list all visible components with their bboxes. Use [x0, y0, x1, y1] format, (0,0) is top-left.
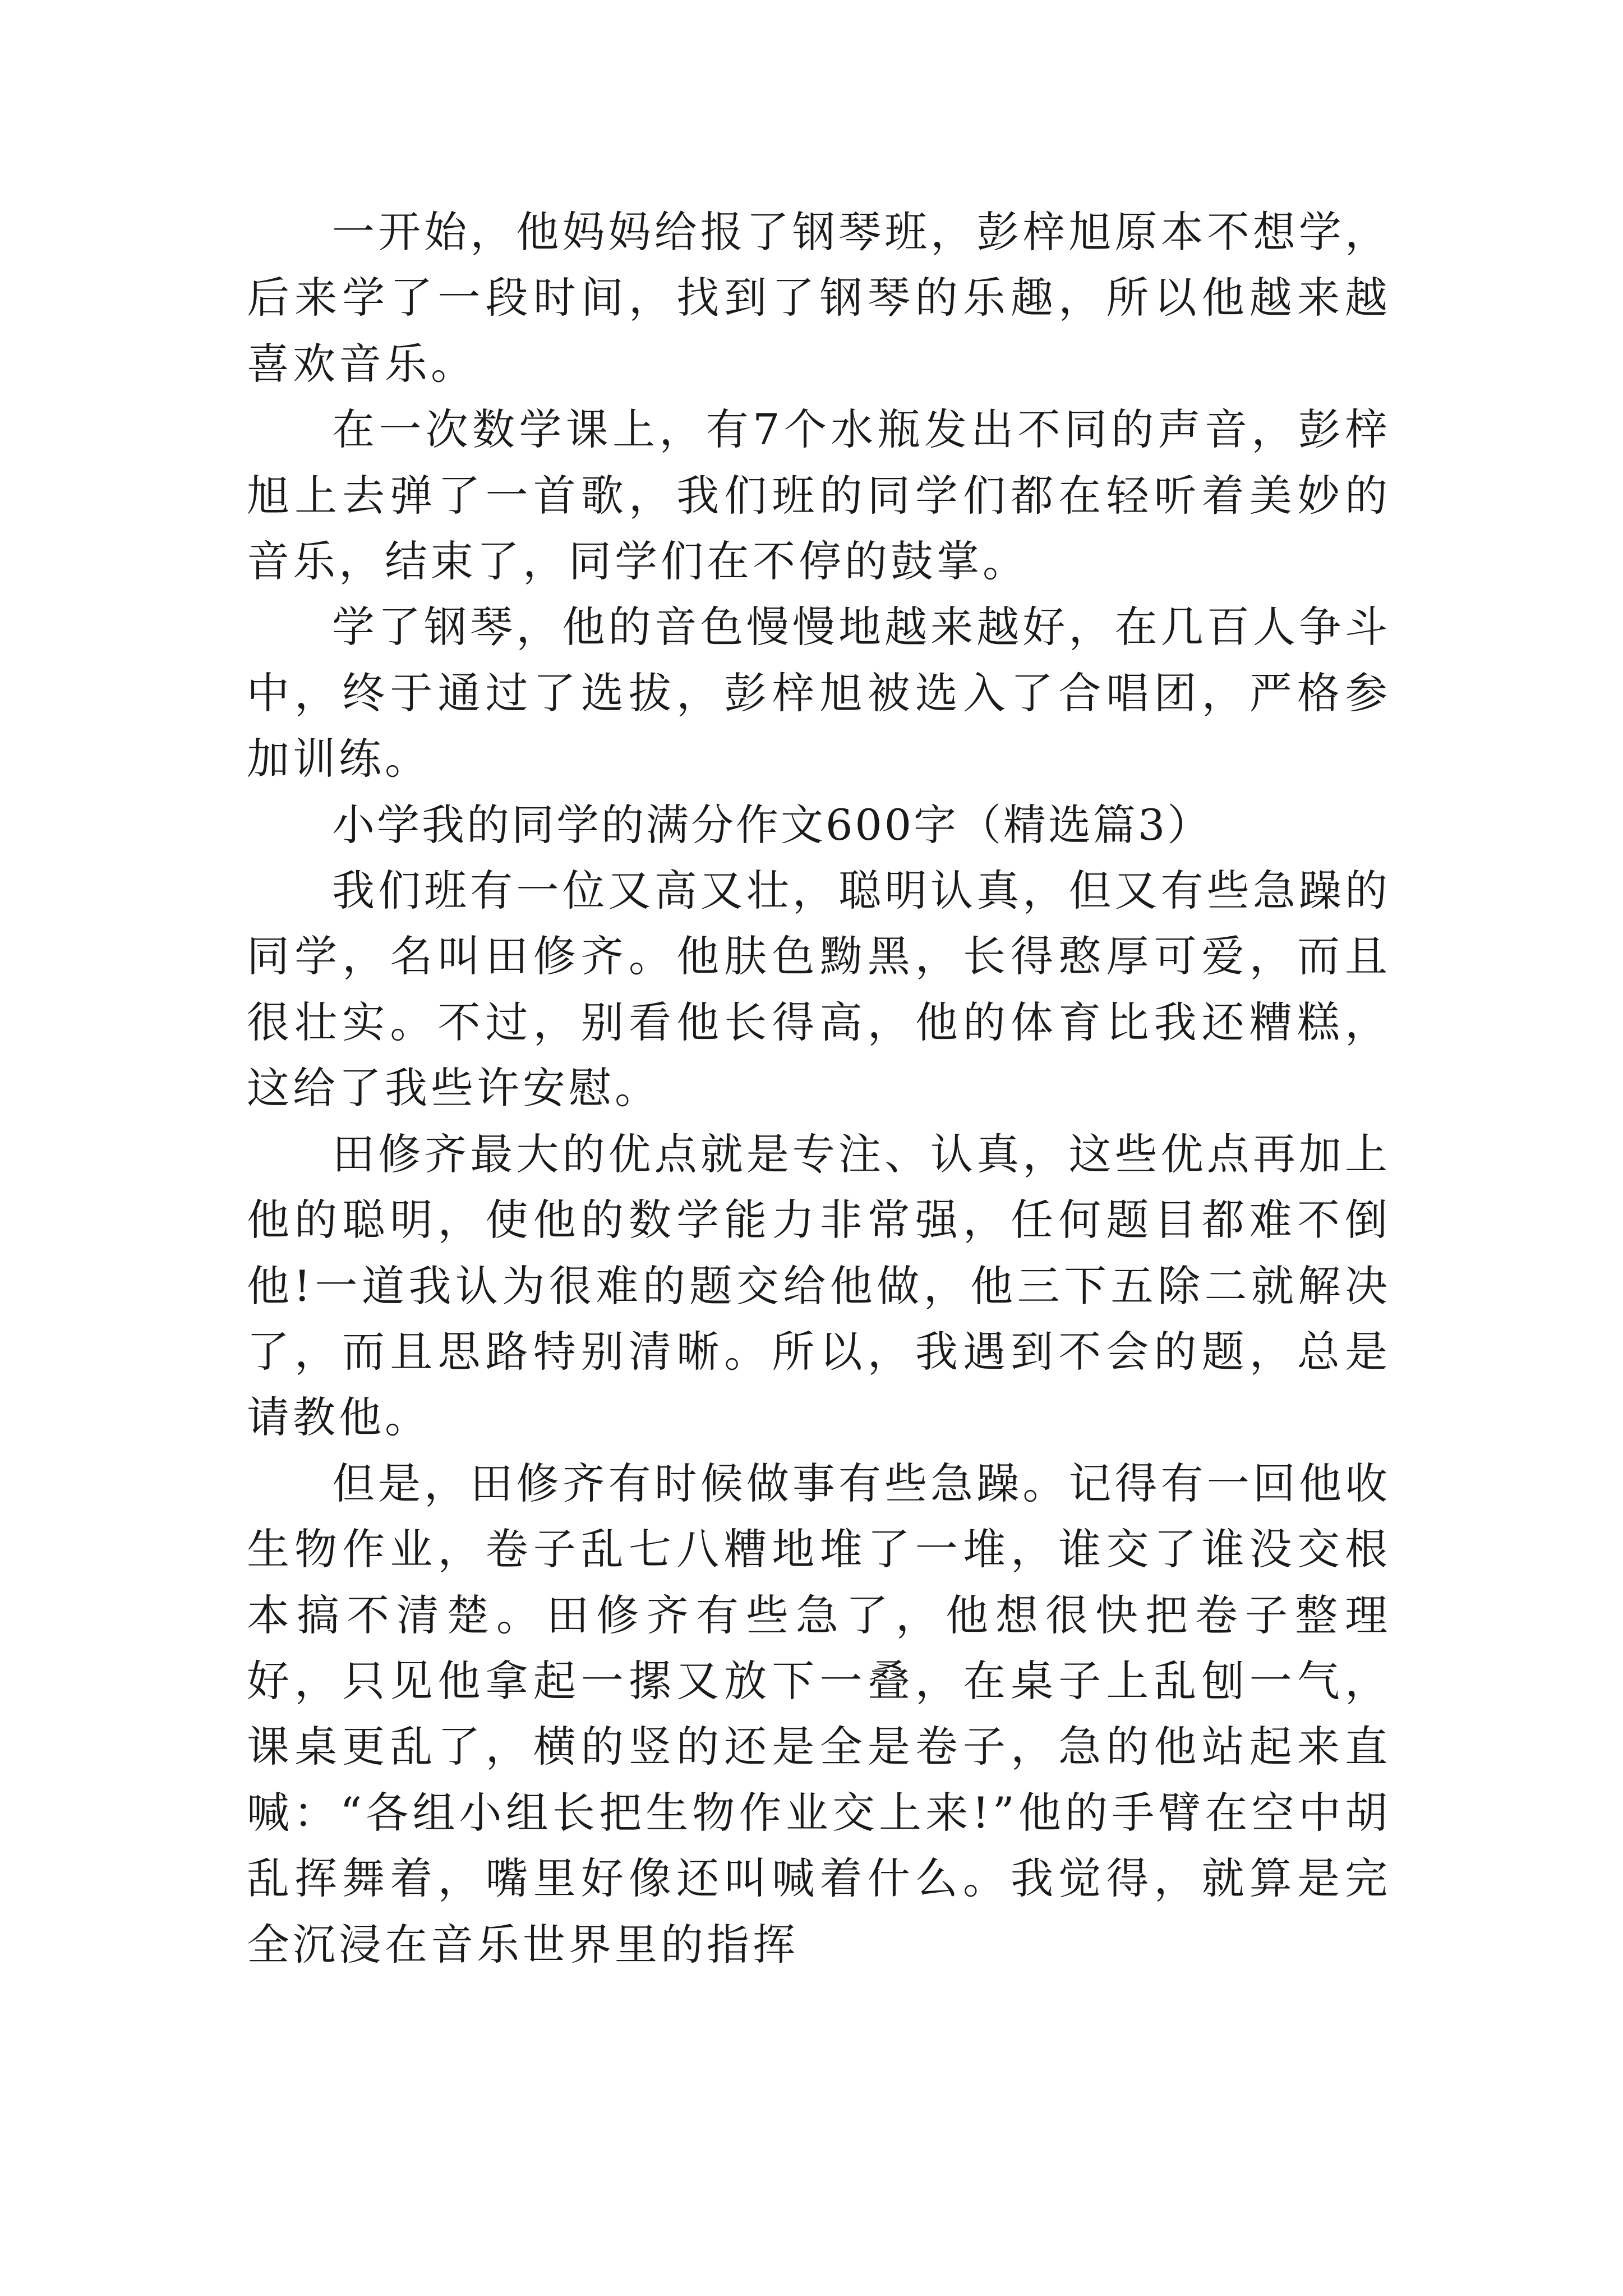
- paragraph-classmate-intro: 我们班有一位又高又壮，聪明认真，但又有些急躁的同学，名叫田修齐。他肤色黝黑，长得憨厚可爱，而且很壮实。不过，别看他长得高，他的体育比我还糟糕，这给了我些许安慰。: [247, 866, 1391, 1114]
- paragraph-piano-class: 一开始，他妈妈给报了钢琴班，彭梓旭原本不想学，后来学了一段时间，找到了钢琴的乐趣，所以他越来越喜欢音乐。: [247, 207, 1391, 389]
- section-heading: 小学我的同学的满分作文600字（精选篇3）: [332, 799, 1212, 850]
- document-body: [247, 199, 1391, 1977]
- paragraph-classmate-impatience: 但是，田修齐有时候做事有些急躁。记得有一回他收生物作业，卷子乱七八糟地堆了一堆，谁交了谁没交根本搞不清楚。田修齐有些急了，他想很快把卷子整理好，只见他拿起一摞又放下一叠，在桌子上乱刨一气，课桌更乱了，横的竖的还是全是卷子，急的他站起来直喊：“各组小组长把生物作业交上来!”他的手臂在空中胡乱挥舞着，嘴里好像还叫喊着什么。我觉得，就算是完全沉浸在音乐世界里的指挥: [247, 1458, 1391, 1970]
- paragraph-classmate-strengths: 田修齐最大的优点就是专注、认真，这些优点再加上他的聪明，使他的数学能力非常强，任何题目都难不倒他!一道我认为很难的题交给他做，他三下五除二就解决了，而且思路特别清晰。所以，我遇到不会的题，总是请教他。: [247, 1129, 1391, 1443]
- paragraph-choir-selection: 学了钢琴，他的音色慢慢地越来越好，在几百人争斗中，终于通过了选拔，彭梓旭被选入了合唱团，严格参加训练。: [247, 602, 1391, 784]
- paragraph-math-class: 在一次数学课上，有7个水瓶发出不同的声音，彭梓旭上去弹了一首歌，我们班的同学们都在轻听着美妙的音乐，结束了，同学们在不停的鼓掌。: [247, 404, 1391, 587]
